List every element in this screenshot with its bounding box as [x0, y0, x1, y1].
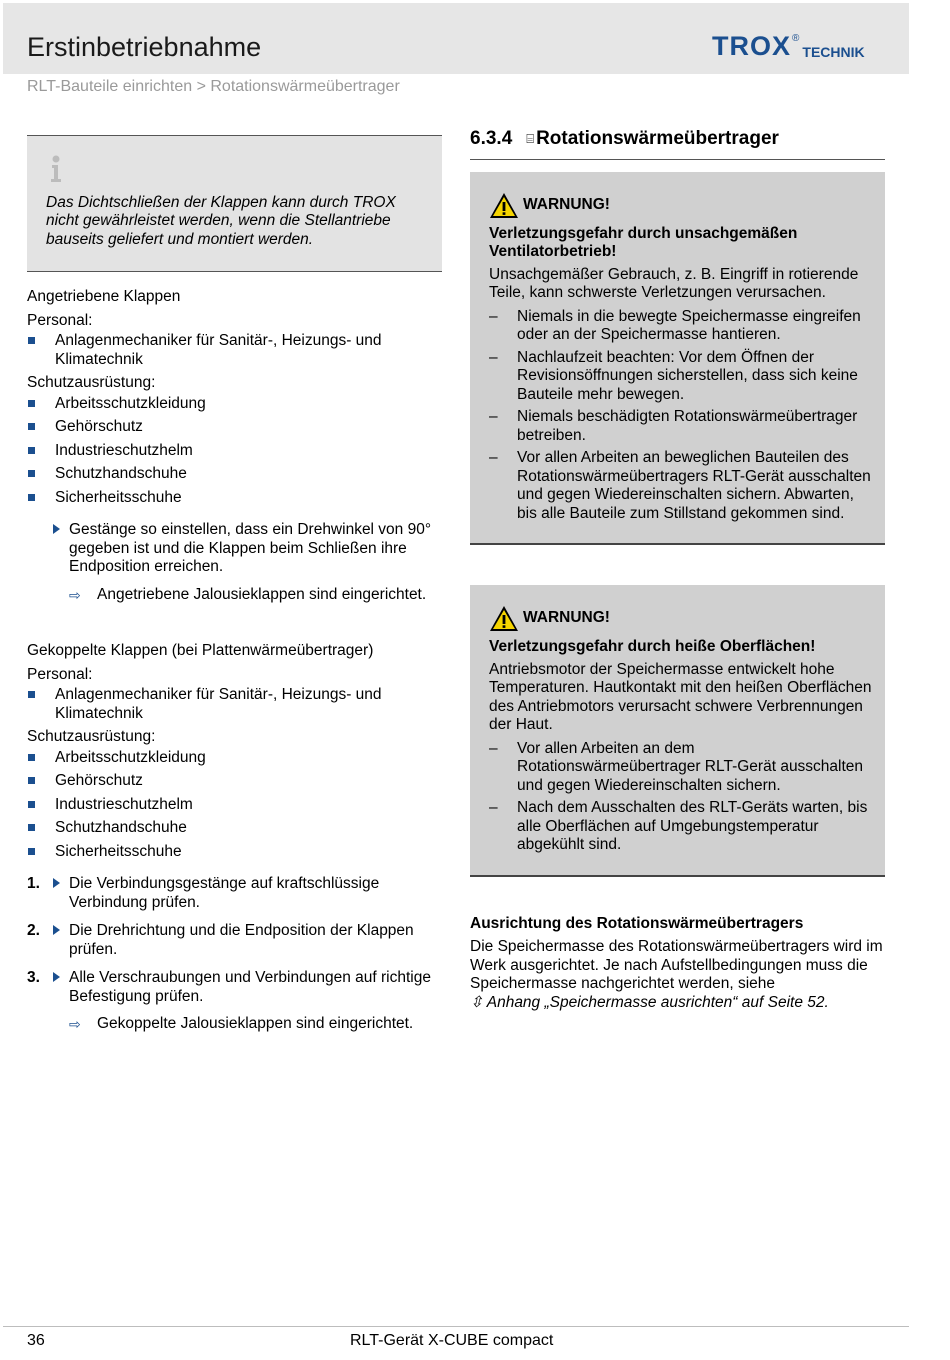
- list-item: Arbeitsschutzkleidung: [27, 749, 442, 768]
- alignment-heading: Ausrichtung des Rotationswärmeübertragers: [470, 914, 804, 932]
- trox-logo: [712, 30, 865, 60]
- driven-heading: Angetriebene Klappen: [27, 288, 181, 305]
- section-number: 6.3.4: [470, 128, 513, 149]
- coupled-step: 3. Alle Verschraubungen und Verbindungen auf richtige Befestigung prüfen.: [27, 969, 431, 1005]
- step-arrow-icon: [53, 925, 60, 935]
- right-column: [470, 130, 885, 1012]
- section-title: [470, 130, 885, 160]
- alignment-text: Die Speichermasse des Rotationswärmeübertragers wird im Werk ausgerichtet. Je nach Aufstellbedingungen muss die Speichermasse nachgerichtet werden, siehe ⇳ Anhang „Speichermasse ausrichten“ auf Seite 52.: [470, 938, 883, 1011]
- appendix-link[interactable]: ⇳ Anhang „Speichermasse ausrichten“ auf Seite 52.: [470, 993, 829, 1011]
- logo-main: TROX: [712, 31, 792, 61]
- bullet-icon: [28, 691, 35, 698]
- bullet-icon: [28, 447, 35, 454]
- coupled-heading: Gekoppelte Klappen (bei Plattenwärmeübertrager): [27, 642, 374, 659]
- bullet-icon: [28, 400, 35, 407]
- bullet-icon: [28, 423, 35, 430]
- coupled-step: 2. Die Drehrichtung und die Endposition der Klappen prüfen.: [27, 922, 414, 958]
- list-item: Schutzhandschuhe: [27, 465, 442, 484]
- logo-sub: TECHNIK: [802, 44, 865, 60]
- step-arrow-icon: [53, 524, 60, 534]
- document-name: RLT-Gerät X-CUBE compact: [350, 1332, 554, 1349]
- list-item: – Nachlaufzeit beachten: Vor dem Öffnen der Revisionsöffnungen sicherstellen, dass sich keine Bauteile mehr bewegen.: [489, 348, 858, 403]
- driven-personnel-label: Personal:: [27, 311, 93, 329]
- warning-triangle-icon: [489, 192, 519, 219]
- section-marker-icon: ⌸: [526, 131, 535, 146]
- list-item: Anlagenmechaniker für Sanitär-, Heizungs- und Klimatechnik: [27, 686, 442, 723]
- list-item: – Nach dem Ausschalten des RLT-Geräts warten, bis alle Oberflächen auf Umgebungstemperatur abgekühlt sind.: [489, 799, 868, 853]
- list-item: Sicherheitsschuhe: [27, 843, 442, 862]
- note-box: [27, 135, 442, 272]
- driven-result: ⇨ Angetriebene Jalousieklappen sind eingerichtet.: [69, 585, 427, 603]
- list-item: Arbeitsschutzkleidung: [27, 395, 442, 414]
- warning-header: WARNUNG!: [489, 605, 873, 632]
- note-text: Das Dichtschließen der Klappen kann durch TROX nicht gewährleistet werden, wenn die Stellantriebe bauseits geliefert und montiert werden.: [46, 193, 396, 248]
- page-number: 36: [27, 1332, 45, 1349]
- list-item: Industrieschutzhelm: [27, 796, 442, 815]
- warning-box: [470, 585, 885, 877]
- coupled-ppe-list: [27, 749, 442, 862]
- driven-ppe-label: Schutzausrüstung:: [27, 374, 156, 391]
- section-title-text: Rotationswärmeübertrager: [536, 128, 779, 149]
- driven-ppe-list: [27, 395, 442, 508]
- warning-list: [489, 308, 873, 524]
- list-item: – Niemals beschädigten Rotationswärmeübertrager betreiben.: [489, 408, 858, 444]
- warning-text: Unsachgemäßer Gebrauch, z. B. Eingriff in rotierende Teile, kann schwerste Verletzungen verursachen.: [489, 265, 859, 301]
- logo-registered: ®: [792, 33, 800, 44]
- link-arrow-icon: ⇳: [470, 993, 483, 1011]
- bullet-icon: [28, 337, 35, 344]
- step-arrow-icon: [53, 878, 60, 888]
- result-arrow-icon: ⇨: [69, 586, 81, 603]
- step-arrow-icon: [53, 972, 60, 982]
- list-item: Industrieschutzhelm: [27, 442, 442, 461]
- left-column: [27, 135, 442, 1034]
- bullet-icon: [28, 801, 35, 808]
- warning-header: WARNUNG!: [489, 192, 873, 219]
- breadcrumb: RLT-Bauteile einrichten > Rotationswärmeübertrager: [27, 78, 400, 95]
- footer-divider: [3, 1326, 909, 1327]
- coupled-result: ⇨ Gekoppelte Jalousieklappen sind eingerichtet.: [69, 1015, 414, 1032]
- list-item: – Vor allen Arbeiten an beweglichen Bauteilen des Rotationswärmeübertragers RLT-Gerät ausschalten und gegen Wiedereinschalten sichern. Abwarten, bis alle Bauteile zum Stillstand gekommen sind.: [489, 449, 871, 522]
- warning-text: Antriebsmotor der Speichermasse entwickelt hohe Temperaturen. Hautkontakt mit den heißen Oberflächen des Antriebmotors verursacht schwere Verbrennungen der Haut.: [489, 660, 872, 733]
- info-icon: [46, 154, 66, 184]
- bullet-icon: [28, 848, 35, 855]
- bullet-icon: [28, 470, 35, 477]
- warning-box: [470, 172, 885, 546]
- coupled-ppe-label: Schutzausrüstung:: [27, 728, 156, 745]
- list-item: – Niemals in die bewegte Speichermasse eingreifen oder an der Speichermasse hantieren.: [489, 307, 861, 343]
- list-item: Anlagenmechaniker für Sanitär-, Heizungs- und Klimatechnik: [27, 332, 442, 369]
- list-item: Schutzhandschuhe: [27, 819, 442, 838]
- list-item: – Vor allen Arbeiten an dem Rotationswärmeübertrager RLT-Gerät ausschalten und gegen Wiedereinschalten sichern.: [489, 739, 864, 794]
- warning-title: Verletzungsgefahr durch heiße Oberflächen!: [489, 638, 816, 655]
- bullet-icon: [28, 777, 35, 784]
- coupled-personnel-list: [27, 686, 442, 723]
- driven-step: Gestänge so einstellen, dass ein Drehwinkel von 90° gegeben ist und die Klappen beim Schließen ihre Endposition erreichen.: [27, 521, 442, 577]
- driven-personnel-list: [27, 332, 442, 369]
- result-arrow-icon: ⇨: [69, 1016, 81, 1032]
- list-item: Gehörschutz: [27, 418, 442, 437]
- coupled-step: 1. Die Verbindungsgestänge auf kraftschlüssige Verbindung prüfen.: [27, 875, 380, 911]
- page-title: Erstinbetriebnahme: [27, 32, 262, 62]
- bullet-icon: [28, 754, 35, 761]
- warning-triangle-icon: [489, 605, 519, 632]
- bullet-icon: [28, 824, 35, 831]
- warning-title: Verletzungsgefahr durch unsachgemäßen Ventilatorbetrieb!: [489, 224, 798, 260]
- bullet-icon: [28, 494, 35, 501]
- warning-list: [489, 740, 873, 855]
- list-item: Gehörschutz: [27, 772, 442, 791]
- list-item: Sicherheitsschuhe: [27, 489, 442, 508]
- coupled-personnel-label: Personal:: [27, 665, 93, 683]
